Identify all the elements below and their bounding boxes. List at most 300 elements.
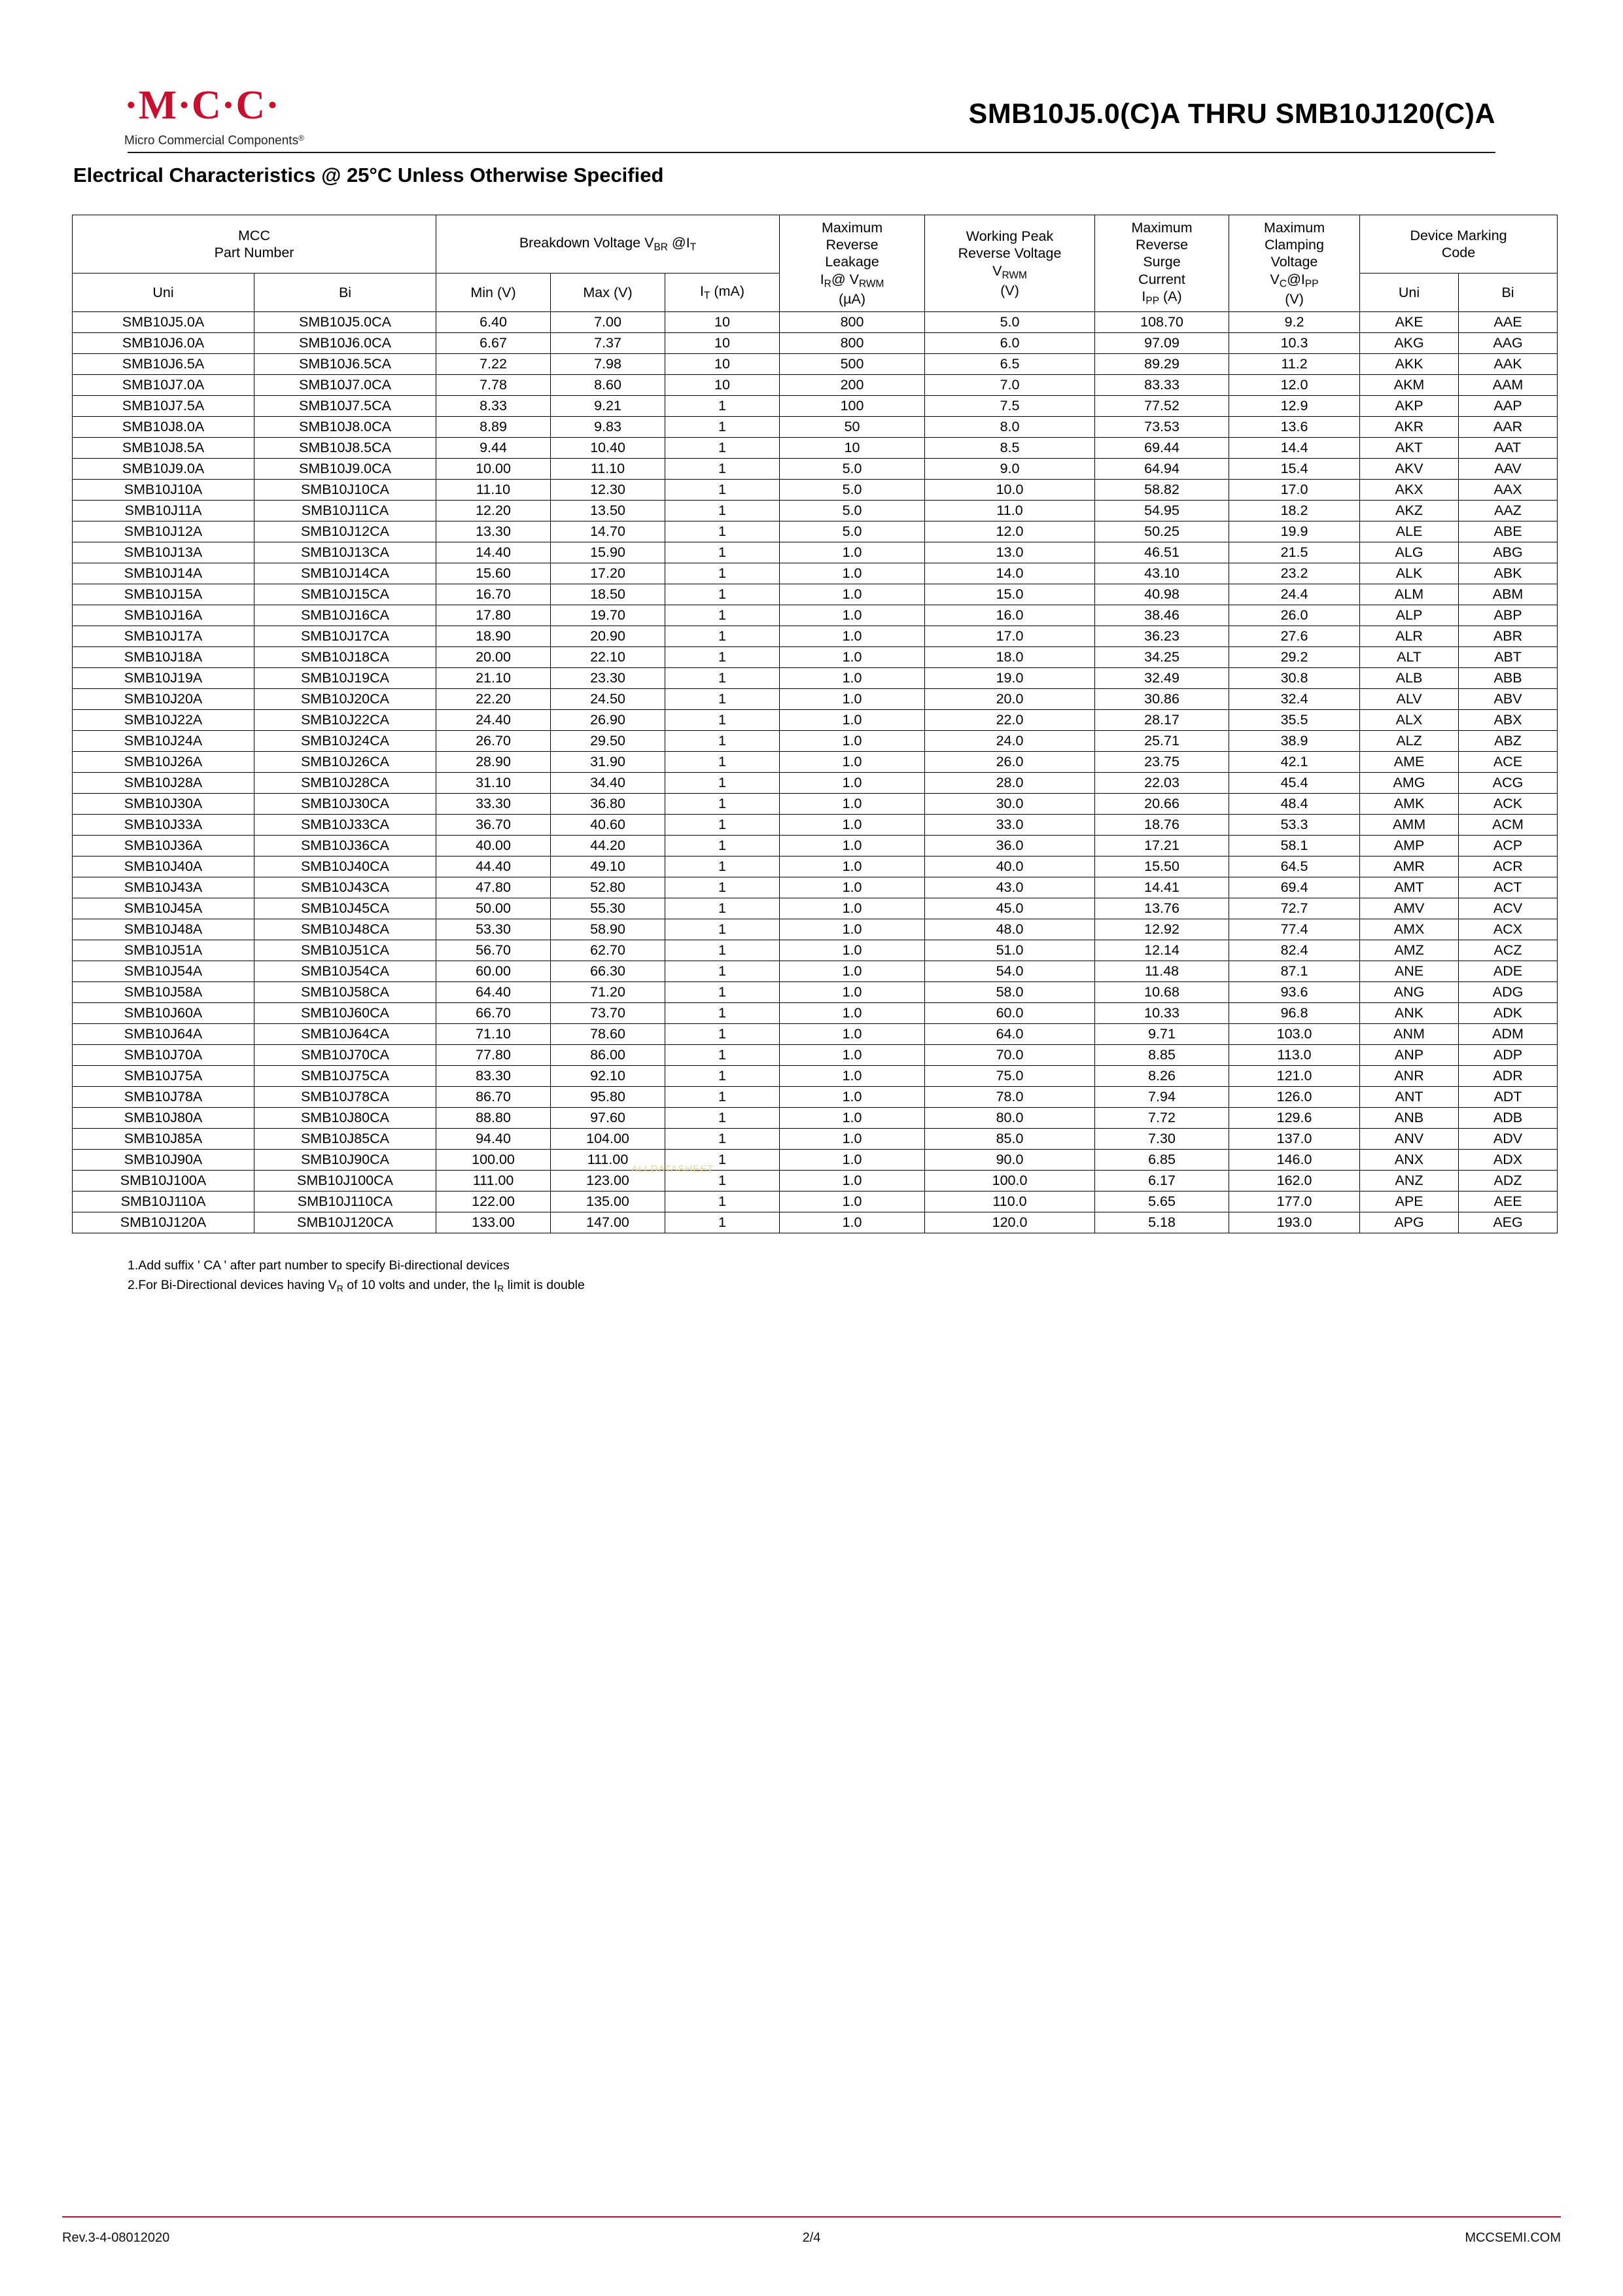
cell-vrwm: 24.0: [925, 731, 1095, 752]
cell-bi: SMB10J75CA: [254, 1066, 436, 1087]
cell-it: 1: [665, 480, 780, 501]
cell-mark-bi: ABX: [1459, 710, 1558, 731]
cell-max-v: 49.10: [551, 857, 665, 877]
note-2-c: limit is double: [504, 1278, 585, 1293]
cell-min-v: 6.40: [436, 312, 551, 333]
header-it-symbol: I: [700, 283, 704, 299]
header-vrwm-l2: Reverse Voltage: [958, 245, 1062, 262]
cell-uni: SMB10J18A: [73, 647, 254, 668]
header-surge-l3: Surge: [1143, 254, 1181, 270]
cell-leakage: 1.0: [780, 1129, 925, 1150]
cell-bi: SMB10J19CA: [254, 668, 436, 689]
cell-clamp: 113.0: [1229, 1045, 1360, 1066]
cell-bi: SMB10J33CA: [254, 815, 436, 836]
cell-min-v: 8.89: [436, 417, 551, 438]
cell-vrwm: 75.0: [925, 1066, 1095, 1087]
cell-max-v: 62.70: [551, 940, 665, 961]
cell-clamp: 23.2: [1229, 563, 1360, 584]
cell-bi: SMB10J7.0CA: [254, 375, 436, 396]
cell-mark-bi: ADG: [1459, 982, 1558, 1003]
cell-max-v: 11.10: [551, 459, 665, 480]
cell-mark-uni: ALB: [1360, 668, 1459, 689]
cell-mark-uni: ANV: [1360, 1129, 1459, 1150]
cell-uni: SMB10J22A: [73, 710, 254, 731]
cell-leakage: 1.0: [780, 836, 925, 857]
cell-mark-bi: ADK: [1459, 1003, 1558, 1024]
cell-mark-uni: AMP: [1360, 836, 1459, 857]
cell-it: 10: [665, 312, 780, 333]
cell-leakage: 5.0: [780, 521, 925, 542]
cell-it: 1: [665, 521, 780, 542]
cell-max-v: 44.20: [551, 836, 665, 857]
cell-it: 1: [665, 542, 780, 563]
cell-mark-bi: ADM: [1459, 1024, 1558, 1045]
table-row: [73, 542, 1558, 563]
cell-bi: SMB10J16CA: [254, 605, 436, 626]
cell-mark-uni: AKR: [1360, 417, 1459, 438]
cell-leakage: 1.0: [780, 563, 925, 584]
header-reverse-leakage: [780, 215, 925, 312]
cell-min-v: 17.80: [436, 605, 551, 626]
cell-max-v: 66.30: [551, 961, 665, 982]
cell-mark-bi: ACK: [1459, 794, 1558, 815]
cell-uni: SMB10J8.5A: [73, 438, 254, 459]
cell-bi: SMB10J48CA: [254, 919, 436, 940]
header-clamp-l4-sub: C: [1279, 277, 1287, 289]
cell-vrwm: 17.0: [925, 626, 1095, 647]
cell-uni: SMB10J45A: [73, 898, 254, 919]
cell-bi: SMB10J13CA: [254, 542, 436, 563]
cell-bi: SMB10J64CA: [254, 1024, 436, 1045]
cell-mark-bi: AAX: [1459, 480, 1558, 501]
cell-uni: SMB10J8.0A: [73, 417, 254, 438]
cell-mark-uni: AKP: [1360, 396, 1459, 417]
header-clamp-l4b: @I: [1287, 271, 1305, 287]
cell-mark-uni: AMX: [1360, 919, 1459, 940]
cell-max-v: 135.00: [551, 1192, 665, 1212]
cell-clamp: 21.5: [1229, 542, 1360, 563]
cell-min-v: 7.22: [436, 354, 551, 375]
logo-mark: ·M·C·C·: [124, 83, 280, 128]
header-reverse-surge-current: [1095, 215, 1229, 312]
header-breakdown-tail-sub: T: [689, 241, 697, 253]
cell-max-v: 55.30: [551, 898, 665, 919]
cell-uni: SMB10J58A: [73, 982, 254, 1003]
header-leakage-l1: Maximum: [821, 220, 883, 236]
table-row: [73, 521, 1558, 542]
header-min-v: Min (V): [436, 273, 551, 312]
cell-mark-uni: ANR: [1360, 1066, 1459, 1087]
table-row: [73, 417, 1558, 438]
table-row: [73, 982, 1558, 1003]
header-breakdown-sub: BR: [654, 241, 668, 253]
cell-uni: SMB10J70A: [73, 1045, 254, 1066]
cell-mark-uni: ALZ: [1360, 731, 1459, 752]
cell-bi: SMB10J90CA: [254, 1150, 436, 1171]
cell-clamp: 126.0: [1229, 1087, 1360, 1108]
cell-bi: SMB10J5.0CA: [254, 312, 436, 333]
cell-clamp: 93.6: [1229, 982, 1360, 1003]
cell-leakage: 200: [780, 375, 925, 396]
cell-leakage: 1.0: [780, 1003, 925, 1024]
cell-bi: SMB10J26CA: [254, 752, 436, 773]
cell-vrwm: 33.0: [925, 815, 1095, 836]
header-leakage-l4b-sub: RWM: [858, 277, 884, 289]
cell-mark-uni: ANX: [1360, 1150, 1459, 1171]
cell-vrwm: 14.0: [925, 563, 1095, 584]
cell-it: 1: [665, 982, 780, 1003]
header-leakage-unit: (µA): [839, 291, 866, 307]
cell-mark-bi: ABG: [1459, 542, 1558, 563]
cell-vrwm: 22.0: [925, 710, 1095, 731]
note-2: [128, 1275, 1558, 1296]
cell-clamp: 53.3: [1229, 815, 1360, 836]
cell-mark-uni: ALV: [1360, 689, 1459, 710]
cell-vrwm: 30.0: [925, 794, 1095, 815]
cell-mark-bi: AAE: [1459, 312, 1558, 333]
cell-mark-uni: ANB: [1360, 1108, 1459, 1129]
cell-bi: SMB10J78CA: [254, 1087, 436, 1108]
cell-vrwm: 19.0: [925, 668, 1095, 689]
cell-uni: SMB10J16A: [73, 605, 254, 626]
cell-it: 1: [665, 1150, 780, 1171]
cell-min-v: 111.00: [436, 1171, 551, 1192]
cell-bi: SMB10J17CA: [254, 626, 436, 647]
cell-max-v: 23.30: [551, 668, 665, 689]
cell-surge: 77.52: [1095, 396, 1229, 417]
cell-vrwm: 51.0: [925, 940, 1095, 961]
cell-leakage: 1.0: [780, 752, 925, 773]
cell-min-v: 50.00: [436, 898, 551, 919]
cell-leakage: 1.0: [780, 1066, 925, 1087]
cell-leakage: 1.0: [780, 773, 925, 794]
cell-vrwm: 110.0: [925, 1192, 1095, 1212]
cell-vrwm: 64.0: [925, 1024, 1095, 1045]
cell-clamp: 13.6: [1229, 417, 1360, 438]
cell-bi: SMB10J12CA: [254, 521, 436, 542]
cell-clamp: 19.9: [1229, 521, 1360, 542]
cell-max-v: 123.00: [551, 1171, 665, 1192]
table-row: [73, 605, 1558, 626]
cell-surge: 58.82: [1095, 480, 1229, 501]
cell-bi: SMB10J28CA: [254, 773, 436, 794]
cell-mark-bi: ACX: [1459, 919, 1558, 940]
header-clamp-l2: Clamping: [1265, 237, 1324, 253]
table-row: [73, 459, 1558, 480]
cell-vrwm: 80.0: [925, 1108, 1095, 1129]
cell-max-v: 52.80: [551, 877, 665, 898]
cell-min-v: 22.20: [436, 689, 551, 710]
cell-clamp: 162.0: [1229, 1171, 1360, 1192]
cell-it: 1: [665, 1003, 780, 1024]
cell-min-v: 60.00: [436, 961, 551, 982]
cell-it: 1: [665, 668, 780, 689]
table-row: [73, 1171, 1558, 1192]
table-row: [73, 375, 1558, 396]
cell-min-v: 10.00: [436, 459, 551, 480]
cell-surge: 13.76: [1095, 898, 1229, 919]
cell-clamp: 96.8: [1229, 1003, 1360, 1024]
cell-it: 1: [665, 563, 780, 584]
cell-mark-bi: ABR: [1459, 626, 1558, 647]
cell-leakage: 1.0: [780, 668, 925, 689]
cell-bi: SMB10J36CA: [254, 836, 436, 857]
cell-mark-uni: AMK: [1360, 794, 1459, 815]
cell-max-v: 12.30: [551, 480, 665, 501]
cell-bi: SMB10J6.5CA: [254, 354, 436, 375]
page-footer: [62, 2231, 1561, 2250]
cell-mark-bi: ABK: [1459, 563, 1558, 584]
note-1: 1.Add suffix ' CA ' after part number to specify Bi-directional devices: [128, 1258, 510, 1273]
cell-uni: SMB10J36A: [73, 836, 254, 857]
page-header: [65, 0, 1558, 148]
cell-surge: 9.71: [1095, 1024, 1229, 1045]
cell-uni: SMB10J40A: [73, 857, 254, 877]
cell-mark-bi: AAV: [1459, 459, 1558, 480]
cell-surge: 7.30: [1095, 1129, 1229, 1150]
cell-mark-uni: AKV: [1360, 459, 1459, 480]
cell-it: 1: [665, 1192, 780, 1212]
table-row: [73, 668, 1558, 689]
cell-surge: 12.92: [1095, 919, 1229, 940]
header-leakage-l4b: @ V: [831, 271, 859, 287]
cell-mark-bi: ABP: [1459, 605, 1558, 626]
section-title: Electrical Characteristics @ 25°C Unless Otherwise Specified: [73, 164, 664, 186]
cell-it: 1: [665, 1024, 780, 1045]
cell-mark-uni: ALT: [1360, 647, 1459, 668]
cell-leakage: 1.0: [780, 898, 925, 919]
cell-min-v: 26.70: [436, 731, 551, 752]
cell-it: 1: [665, 815, 780, 836]
cell-clamp: 18.2: [1229, 501, 1360, 521]
cell-uni: SMB10J11A: [73, 501, 254, 521]
cell-it: 1: [665, 459, 780, 480]
header-breakdown-text: Breakdown Voltage V: [519, 234, 654, 251]
cell-uni: SMB10J90A: [73, 1150, 254, 1171]
cell-bi: SMB10J45CA: [254, 898, 436, 919]
cell-mark-bi: ACM: [1459, 815, 1558, 836]
cell-clamp: 35.5: [1229, 710, 1360, 731]
cell-max-v: 7.98: [551, 354, 665, 375]
cell-max-v: 15.90: [551, 542, 665, 563]
header-breakdown-voltage: [436, 215, 780, 274]
cell-mark-bi: ADT: [1459, 1087, 1558, 1108]
cell-clamp: 26.0: [1229, 605, 1360, 626]
cell-mark-uni: AKG: [1360, 333, 1459, 354]
cell-uni: SMB10J110A: [73, 1192, 254, 1212]
cell-mark-bi: ABB: [1459, 668, 1558, 689]
cell-surge: 11.48: [1095, 961, 1229, 982]
header-bi: Bi: [254, 273, 436, 312]
cell-mark-uni: AKZ: [1360, 501, 1459, 521]
cell-surge: 69.44: [1095, 438, 1229, 459]
table-row: [73, 438, 1558, 459]
cell-uni: SMB10J5.0A: [73, 312, 254, 333]
cell-max-v: 13.50: [551, 501, 665, 521]
cell-surge: 8.85: [1095, 1045, 1229, 1066]
cell-uni: SMB10J12A: [73, 521, 254, 542]
cell-surge: 5.18: [1095, 1212, 1229, 1233]
cell-min-v: 71.10: [436, 1024, 551, 1045]
cell-it: 1: [665, 438, 780, 459]
cell-max-v: 34.40: [551, 773, 665, 794]
table-row: [73, 396, 1558, 417]
cell-it: 1: [665, 1129, 780, 1150]
cell-mark-bi: ACG: [1459, 773, 1558, 794]
cell-bi: SMB10J85CA: [254, 1129, 436, 1150]
cell-leakage: 5.0: [780, 480, 925, 501]
cell-bi: SMB10J40CA: [254, 857, 436, 877]
cell-clamp: 87.1: [1229, 961, 1360, 982]
cell-vrwm: 58.0: [925, 982, 1095, 1003]
cell-it: 1: [665, 752, 780, 773]
cell-leakage: 100: [780, 396, 925, 417]
header-part-number-l1: MCC: [238, 227, 270, 243]
page-title: SMB10J5.0(C)A THRU SMB10J120(C)A: [968, 98, 1495, 130]
cell-bi: SMB10J58CA: [254, 982, 436, 1003]
cell-clamp: 45.4: [1229, 773, 1360, 794]
cell-clamp: 11.2: [1229, 354, 1360, 375]
footer-divider: [62, 2216, 1561, 2217]
cell-it: 1: [665, 961, 780, 982]
cell-bi: SMB10J51CA: [254, 940, 436, 961]
cell-surge: 7.94: [1095, 1087, 1229, 1108]
cell-mark-bi: ACP: [1459, 836, 1558, 857]
cell-vrwm: 45.0: [925, 898, 1095, 919]
cell-mark-bi: ABZ: [1459, 731, 1558, 752]
cell-leakage: 1.0: [780, 1087, 925, 1108]
cell-vrwm: 48.0: [925, 919, 1095, 940]
cell-bi: SMB10J8.5CA: [254, 438, 436, 459]
cell-surge: 46.51: [1095, 542, 1229, 563]
table-notes: [128, 1256, 1558, 1296]
header-it-unit: (mA): [710, 283, 744, 299]
table-row: [73, 877, 1558, 898]
header-leakage-l4-sub: R: [824, 277, 831, 289]
cell-max-v: 20.90: [551, 626, 665, 647]
cell-surge: 14.41: [1095, 877, 1229, 898]
cell-surge: 54.95: [1095, 501, 1229, 521]
cell-max-v: 31.90: [551, 752, 665, 773]
cell-mark-uni: AMG: [1360, 773, 1459, 794]
cell-max-v: 111.00: [551, 1150, 665, 1171]
cell-vrwm: 9.0: [925, 459, 1095, 480]
cell-mark-bi: ADX: [1459, 1150, 1558, 1171]
cell-surge: 43.10: [1095, 563, 1229, 584]
cell-min-v: 40.00: [436, 836, 551, 857]
cell-bi: SMB10J6.0CA: [254, 333, 436, 354]
cell-bi: SMB10J30CA: [254, 794, 436, 815]
cell-leakage: 1.0: [780, 689, 925, 710]
cell-clamp: 177.0: [1229, 1192, 1360, 1212]
cell-clamp: 58.1: [1229, 836, 1360, 857]
cell-min-v: 6.67: [436, 333, 551, 354]
cell-uni: SMB10J43A: [73, 877, 254, 898]
header-surge-l4: Current: [1138, 271, 1185, 287]
cell-min-v: 53.30: [436, 919, 551, 940]
cell-max-v: 17.20: [551, 563, 665, 584]
cell-mark-uni: ALR: [1360, 626, 1459, 647]
cell-clamp: 121.0: [1229, 1066, 1360, 1087]
header-uni: Uni: [73, 273, 254, 312]
cell-surge: 22.03: [1095, 773, 1229, 794]
cell-bi: SMB10J9.0CA: [254, 459, 436, 480]
cell-vrwm: 85.0: [925, 1129, 1095, 1150]
header-vrwm-l1: Working Peak: [966, 228, 1054, 245]
cell-mark-uni: ANG: [1360, 982, 1459, 1003]
cell-mark-uni: ALK: [1360, 563, 1459, 584]
cell-clamp: 27.6: [1229, 626, 1360, 647]
header-it-sub: T: [704, 290, 710, 302]
cell-mark-uni: AMM: [1360, 815, 1459, 836]
cell-surge: 5.65: [1095, 1192, 1229, 1212]
header-leakage-l2: Reverse: [826, 237, 879, 253]
cell-surge: 73.53: [1095, 417, 1229, 438]
table-row: [73, 919, 1558, 940]
cell-mark-bi: AEG: [1459, 1212, 1558, 1233]
cell-surge: 30.86: [1095, 689, 1229, 710]
cell-mark-uni: AMV: [1360, 898, 1459, 919]
cell-it: 1: [665, 584, 780, 605]
table-row: [73, 1129, 1558, 1150]
cell-clamp: 82.4: [1229, 940, 1360, 961]
cell-max-v: 73.70: [551, 1003, 665, 1024]
cell-max-v: 92.10: [551, 1066, 665, 1087]
cell-vrwm: 13.0: [925, 542, 1095, 563]
registered-icon: ®: [298, 133, 304, 143]
cell-uni: SMB10J19A: [73, 668, 254, 689]
cell-surge: 10.68: [1095, 982, 1229, 1003]
cell-it: 1: [665, 898, 780, 919]
cell-max-v: 10.40: [551, 438, 665, 459]
cell-leakage: 1.0: [780, 710, 925, 731]
cell-leakage: 1.0: [780, 584, 925, 605]
cell-min-v: 44.40: [436, 857, 551, 877]
header-clamping-voltage: [1229, 215, 1360, 312]
note-2-sub1: R: [336, 1283, 343, 1294]
cell-clamp: 129.6: [1229, 1108, 1360, 1129]
cell-clamp: 17.0: [1229, 480, 1360, 501]
cell-mark-uni: ANE: [1360, 961, 1459, 982]
cell-uni: SMB10J120A: [73, 1212, 254, 1233]
cell-bi: SMB10J8.0CA: [254, 417, 436, 438]
cell-max-v: 147.00: [551, 1212, 665, 1233]
cell-min-v: 20.00: [436, 647, 551, 668]
cell-vrwm: 5.0: [925, 312, 1095, 333]
cell-mark-bi: ABE: [1459, 521, 1558, 542]
cell-max-v: 40.60: [551, 815, 665, 836]
cell-vrwm: 8.0: [925, 417, 1095, 438]
header-clamp-l1: Maximum: [1263, 220, 1325, 236]
cell-uni: SMB10J7.0A: [73, 375, 254, 396]
header-leakage-l4: I: [820, 271, 824, 287]
cell-vrwm: 7.5: [925, 396, 1095, 417]
cell-min-v: 66.70: [436, 1003, 551, 1024]
table-row: [73, 1192, 1558, 1212]
cell-mark-uni: AMR: [1360, 857, 1459, 877]
table-row: [73, 1212, 1558, 1233]
cell-clamp: 72.7: [1229, 898, 1360, 919]
cell-max-v: 24.50: [551, 689, 665, 710]
cell-min-v: 16.70: [436, 584, 551, 605]
cell-min-v: 14.40: [436, 542, 551, 563]
cell-mark-uni: ANP: [1360, 1045, 1459, 1066]
cell-it: 1: [665, 731, 780, 752]
cell-mark-uni: AKT: [1360, 438, 1459, 459]
cell-surge: 7.72: [1095, 1108, 1229, 1129]
cell-clamp: 30.8: [1229, 668, 1360, 689]
cell-bi: SMB10J70CA: [254, 1045, 436, 1066]
